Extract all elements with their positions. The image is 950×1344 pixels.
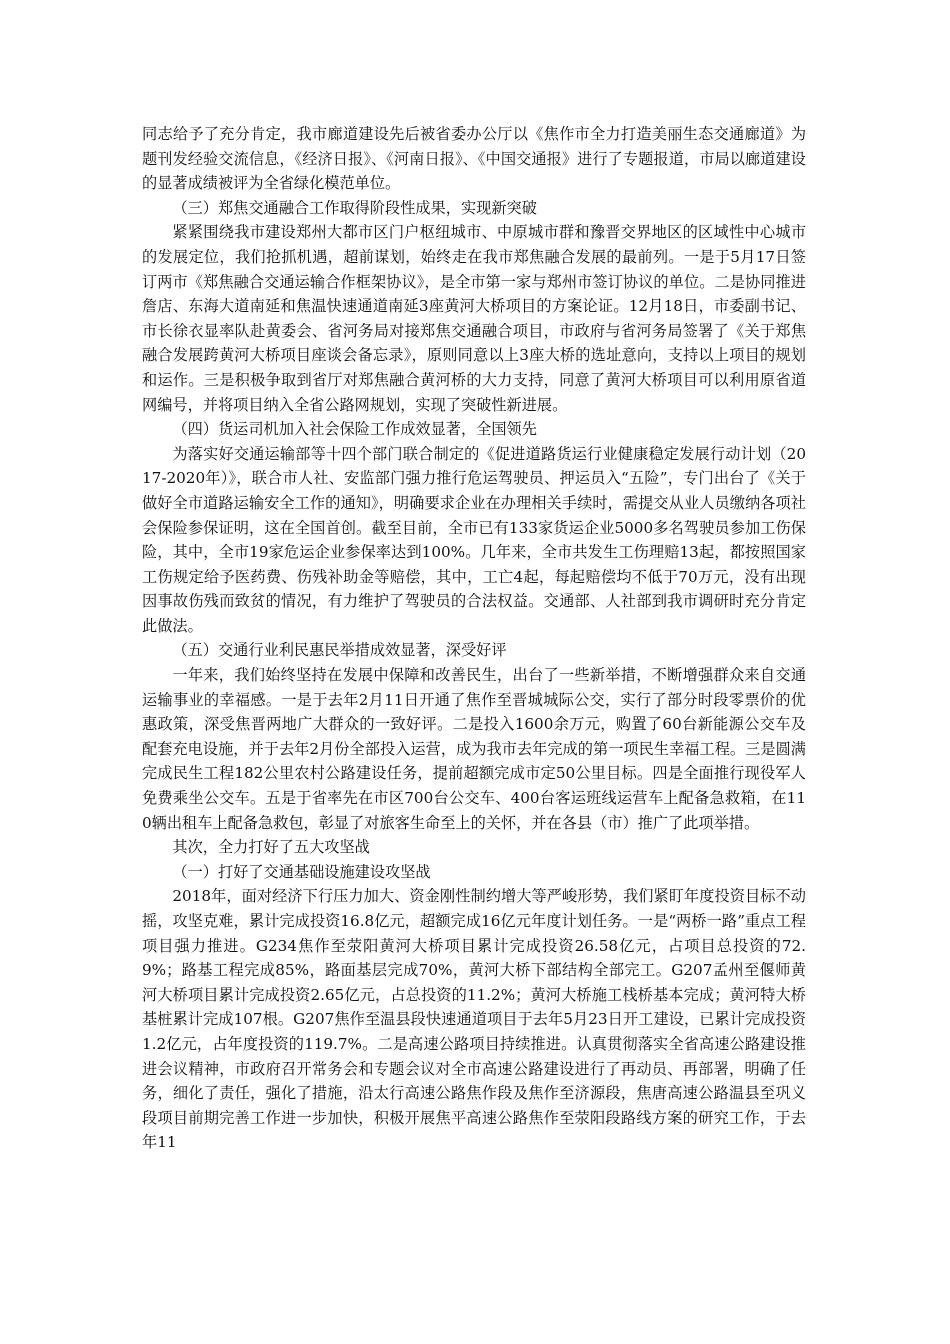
paragraph-1: 同志给予了充分肯定，我市廊道建设先后被省委办公厅以《焦作市全力打造美丽生态交通廊道》为题刊发经验交流信息，《经济日报》、《河南日报》、《中国交通报》进行了专题报道，市局以廊道建设的显著成绩被评为全省绿化模范单位。 — [142, 125, 806, 193]
section-heading-1: （一）打好了交通基础设施建设攻坚战 — [172, 862, 431, 881]
section-heading-5: （五）交通行业利民惠民举措成效显著，深受好评 — [172, 641, 507, 660]
document-body — [142, 122, 806, 1155]
paragraph-7: 一年来，我们始终坚持在发展中保障和改善民生，出台了一些新举措，不断增强群众来自交通运输事业的幸福感。一是于去年2月11日开通了焦作至晋城城际公交，实行了部分时段零票价的优惠政策，深受焦晋两地广大群众的一致好评。二是投入1600余万元，购置了60台新能源公交车及配套充电设施，并于去年2月份全部投入运营，成为我市去年完成的第一项民生幸福工程。三是圆满完成民生工程182公里农村公路建设任务，提前超额完成市定50公里目标。四是全面推行现役军人免费乘坐公交车。五是于省率先在市区700台公交车、400台客运班线运营车上配备急救箱，在110辆出租车上配备急救包，彰显了对旅客生命至上的关怀，并在各县（市）推广了此项举措。 — [142, 666, 806, 832]
paragraph-5: 为落实好交通运输部等十四个部门联合制定的《促进道路货运行业健康稳定发展行动计划（2017-2020年）》，联合市人社、安监部门强力推行危运驾驶员、押运员入“五险”，专门出台了《关于做好全市道路运输安全工作的通知》，明确要求企业在办理相关手续时，需提交从业人员缴纳各项社会保险参保证明，这在全国首创。截至目前，全市已有133家货运企业5000多名驾驶员参加工伤保险，其中，全市19家危运企业参保率达到100%。几年来，全市共发生工伤理赔13起，都按照国家工伤规定给予医药费、伤残补助金等赔偿，其中，工亡4起，每起赔偿均不低于70万元，没有出现因事故伤残而致贫的情况，有力维护了驾驶员的合法权益。交通部、人社部到我市调研时充分肯定此做法。 — [142, 444, 806, 635]
section-heading-3: （三）郑焦交通融合工作取得阶段性成果，实现新突破 — [172, 198, 537, 217]
section-heading-second: 其次，全力打好了五大攻坚战 — [172, 838, 370, 857]
paragraph-10: 2018年，面对经济下行压力加大、资金刚性制约增大等严峻形势，我们紧盯年度投资目标不动摇，攻坚克难，累计完成投资16.8亿元，超额完成16亿元年度计划任务。一是“两桥一路”重点工程项目强力推进。G234焦作至荥阳黄河大桥项目累计完成投资26.58亿元，占项目总投资的72.9%；路基工程完成85%，路面基层完成70%，黄河大桥下部结构全部完工。G207孟州至偃师黄河大桥项目累计完成投资2.65亿元，占总投资的11.2%；黄河大桥施工栈桥基本完成；黄河特大桥基桩累计完成107根。G207焦作至温县段快速通道项目于去年5月23日开工建设，已累计完成投资1.2亿元，占年度投资的119.7%。二是高速公路项目持续推进。认真贯彻落实全省高速公路建设推进会议精神，市政府召开常务会和专题会议对全市高速公路建设进行了再动员、再部署，明确了任务，细化了责任，强化了措施，沿太行高速公路焦作段及焦作至济源段，焦唐高速公路温县至巩义段项目前期完善工作进一步加快，积极开展焦平高速公路焦作至荥阳段路线方案的研究工作，于去年11 — [142, 887, 806, 1152]
paragraph-3: 紧紧围绕我市建设郑州大都市区门户枢纽城市、中原城市群和豫晋交界地区的区域性中心城市的发展定位，我们抢抓机遇，超前谋划，始终走在我市郑焦融合发展的最前列。一是于5月17日签订两市《郑焦融合交通运输合作框架协议》，是全市第一家与郑州市签订协议的单位。二是协同推进詹店、东海大道南延和焦温快速通道南延3座黄河大桥项目的方案论证。12月18日，市委副书记、市长徐衣显率队赴黄委会、省河务局对接郑焦交通融合项目，市政府与省河务局签署了《关于郑焦融合发展跨黄河大桥项目座谈会备忘录》，原则同意以上3座大桥的选址意向，支持以上项目的规划和运作。三是积极争取到省厅对郑焦融合黄河桥的大力支持，同意了黄河大桥项目可以利用原省道网编号，并将项目纳入全省公路网规划，实现了突破性新进展。 — [142, 223, 806, 414]
section-heading-4: （四）货运司机加入社会保险工作成效显著，全国领先 — [172, 420, 537, 439]
